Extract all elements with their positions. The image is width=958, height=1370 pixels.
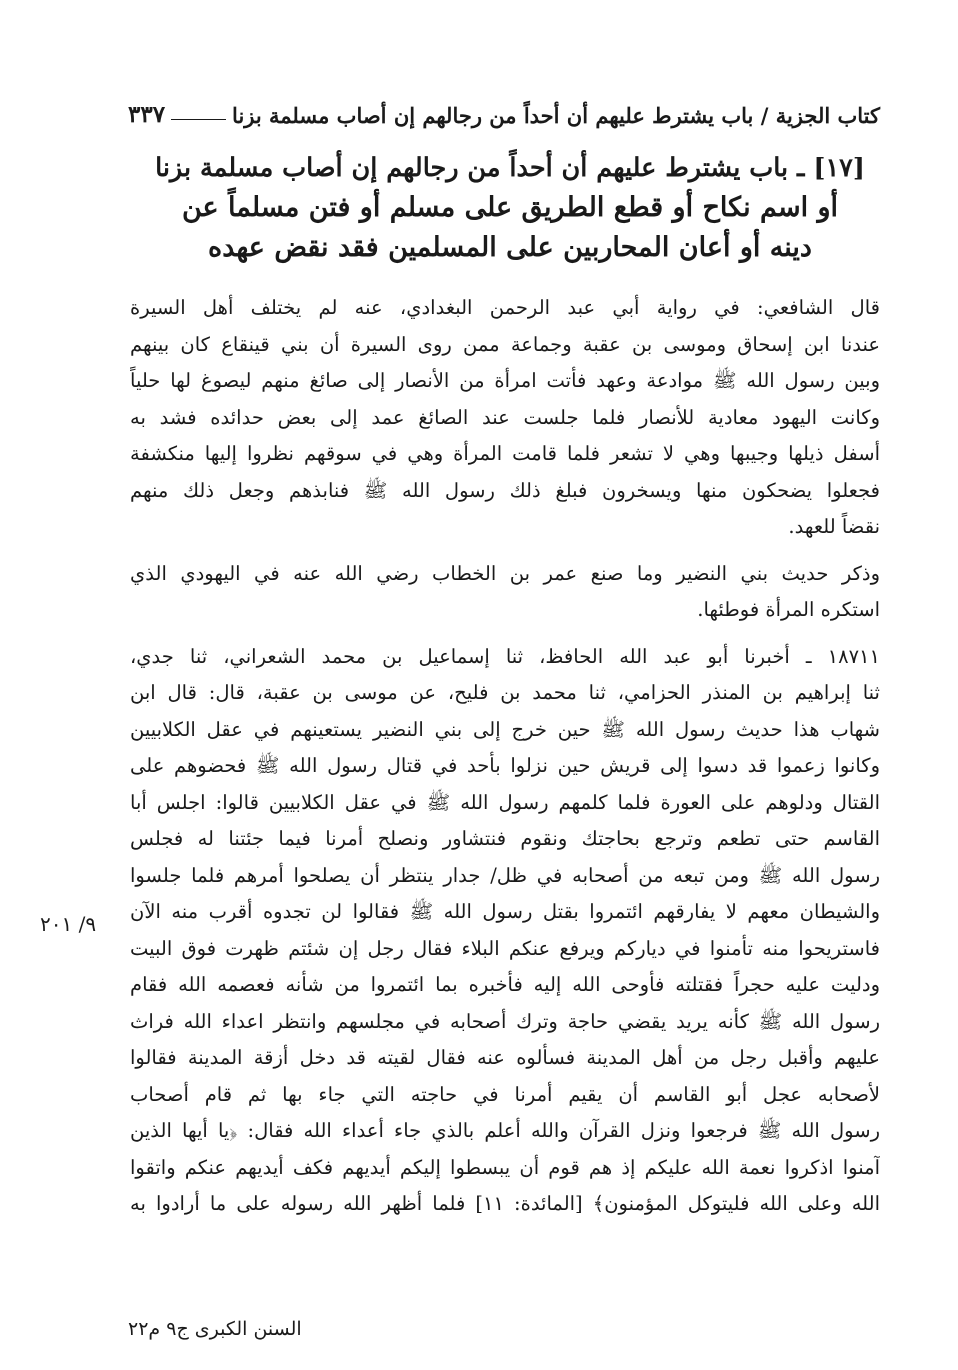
text-line: ١٨٧١١ ـ أخبرنا أبو عبد الله الحافظ، ثنا إسماعيل بن محمد الشعراني، ثنا جدي،: [130, 644, 880, 668]
text-line: ثنا إبراهيم بن المنذر الحزامي، ثنا محمد بن فليح، عن موسى بن عقبة، قال: قال ابن: [130, 681, 880, 704]
running-header: [128, 88, 880, 128]
text-line: رسول الله ﷺ ومن تبعه من أصحابه في ظل/ جدار ينتظر أن يصلحوا أمرهم فلما جلسوا: [130, 863, 880, 887]
chapter-title: [150, 148, 870, 268]
running-title: كتاب الجزية / باب يشترط عليهم أن أحداً من رجالهم إن أصاب مسلمة بزنا: [232, 103, 880, 128]
text-line: استكره المرأة فوطئها.: [697, 598, 880, 621]
page-number: ٣٣٧: [128, 101, 166, 128]
margin-reference: ٩/ ٢٠١: [40, 912, 97, 936]
text-line: لأصحابه عجل أبو القاسم أن يقيم أمرنا في حاجته التي جاء بها ثم قام أصحاب: [130, 1082, 880, 1106]
text-line: قال الشافعي: في رواية أبي عبد الرحمن البغدادي، عنه لم يختلف أهل السيرة: [130, 296, 880, 319]
text-line: ودليت عليه حجراً فقتلته فأوحى الله إليه فأخبره بما ائتمروا من شأنه فعصمه الله فقام: [130, 973, 880, 996]
body-text: [130, 290, 880, 1223]
text-line: فاستريحوا منه تأمنوا في دياركم ويرفع عنكم البلاء فقال رجل إن شئتم ظهرت فوق البيت: [130, 936, 880, 960]
chapter-title-line: أو اسم نكاح أو قطع الطريق على مسلم أو فتن مسلماً عن: [181, 192, 839, 223]
text-line: وكانت اليهود معادية للأنصار فلما جلست عند الصائغ عمد إلى بعض حدائده فشد به: [130, 405, 880, 429]
text-line: رسول الله ﷺ كأنه يريد يقضي حاجة وترك أصحابه في مجلسهم وانتظر اعداء الله فراث: [130, 1009, 880, 1033]
text-line: وكانوا زعموا قد دسوا إلى قريش حين نزلوا بأحد في قتال رسول الله ﷺ فحضوهم على: [130, 754, 880, 777]
text-line: آمنوا اذكروا نعمة الله عليكم إذ هم قوم أن يبسطوا إليكم أيديهم فكف أيديهم عنكم واتقوا: [130, 1155, 880, 1179]
text-line: رسول الله ﷺ فرجعوا ونزل القرآن والله أعلم بالذي جاء أعداء الله فقال: ﴿يا أيها الذين: [130, 1119, 880, 1142]
text-line: أسفل ذيلها وجيبها وهي لا تشعر فلما قامت المرأة وهي في سوقهم نظروا إليها منكشفة: [130, 442, 880, 465]
page-footer: السنن الكبرى ج٩ م٢٢: [128, 1318, 302, 1340]
header-rule: [171, 119, 226, 120]
text-line: والشيطان معهم لا يفارقهم ائتمروا بقتل رسول الله ﷺ فقالوا لن تجدوه أقرب منه الآن: [130, 900, 880, 923]
text-line: الله وعلى الله فليتوكل المؤمنون﴾ [المائدة: ١١] فلما أظهر الله رسوله على ما أرادوا به: [130, 1192, 880, 1215]
chapter-title-line: [١٧] ـ باب يشترط عليهم أن أحداً من رجالهم إن أصاب مسلمة بزنا: [155, 153, 865, 183]
paragraph-shafii: [130, 290, 880, 546]
text-line: عندنا ابن إسحاق وموسى بن عقبة وجماعة ممن روى السيرة أن بني قينقاع كان بينهم: [130, 332, 880, 356]
paragraph-gap: [130, 629, 880, 639]
text-line: وبين رسول الله ﷺ موادعة وعهد فأتت امرأة من الأنصار إلى صائغ منهم ليصوغ لها حلياً: [130, 369, 880, 392]
text-line: وذكر حديث بني النضير وما صنع عمر بن الخطاب رضي الله عنه في اليهودي الذي: [130, 561, 880, 585]
paragraph-gap: [130, 546, 880, 556]
text-line: القاسم حتى تطعم وترجع بحاجتك ونقوم فنتشاور ونصلح أمرنا فيما جئتنا له فجلس: [130, 827, 880, 850]
paragraph-bani-nadir: [130, 556, 880, 629]
hadith-18711: [130, 639, 880, 1223]
text-line: القتال ودلوهم على العورة فلما كلمهم رسول الله ﷺ في عقل الكلابيين قالوا: اجلس أبا: [130, 790, 880, 814]
text-line: نقضاً للعهد.: [788, 515, 880, 538]
chapter-title-line: دينه أو أعان المحاربين على المسلمين فقد نقض عهده: [208, 232, 812, 263]
text-line: فجعلوا يضحكون منها ويسخرون فبلغ ذلك رسول الله ﷺ فنابذهم وجعل ذلك منهم: [130, 478, 880, 502]
text-line: عليهم وأقبل رجل من أهل المدينة فسألوه عنه فقال لقيته قد دخل أزقة المدينة فقالوا: [130, 1046, 880, 1069]
text-line: شهاب هذا حديث رسول الله ﷺ حين خرج إلى بني النضير يستعينهم في عقل الكلابيين: [130, 717, 880, 741]
